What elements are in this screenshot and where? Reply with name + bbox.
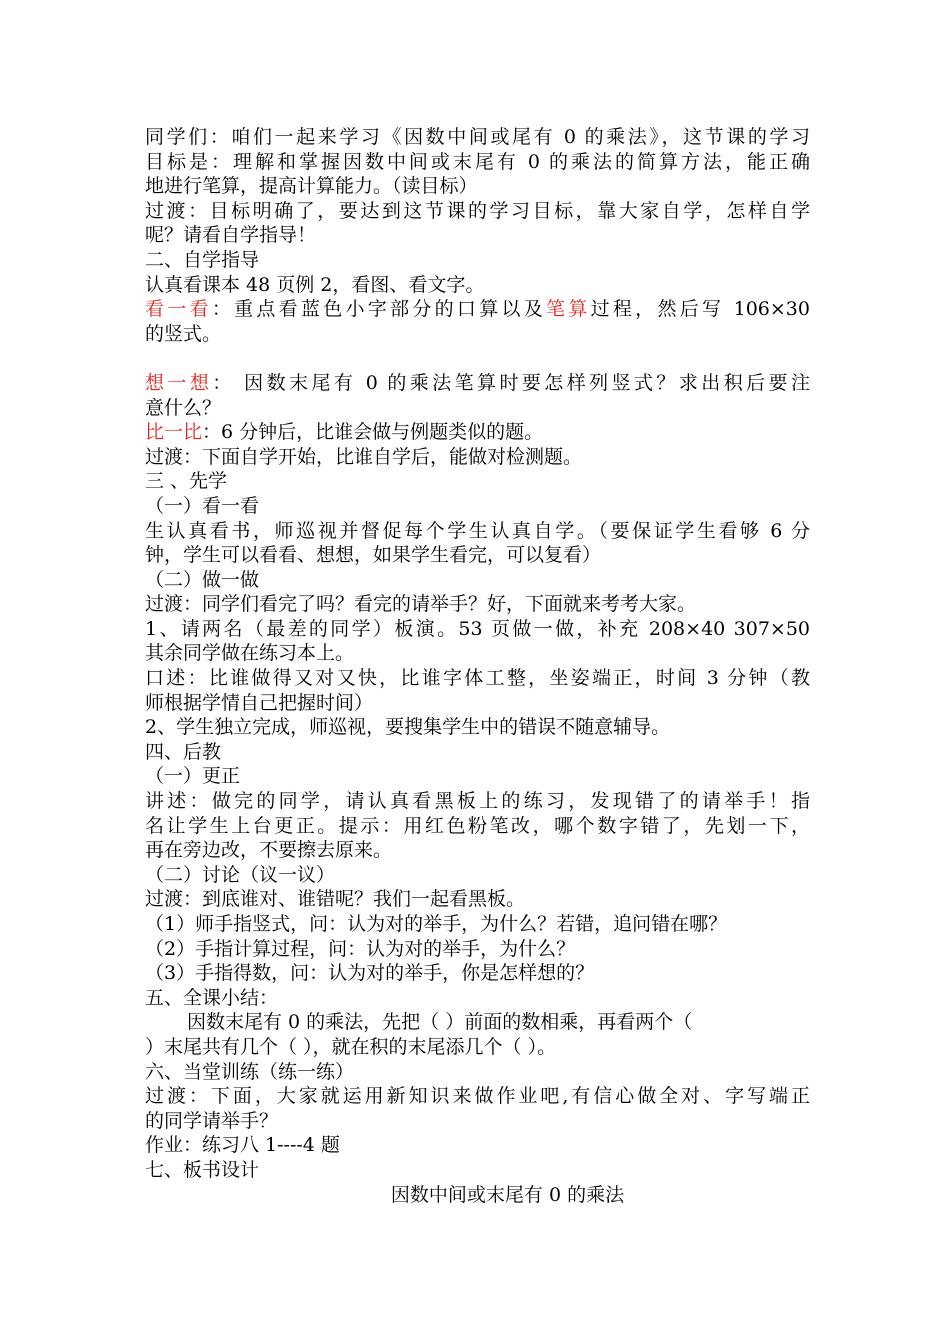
text-line: 地进行笔算，提高计算能力。（读目标） xyxy=(145,175,478,198)
blank-line xyxy=(145,346,810,371)
text-line: 再在旁边改，不要擦去原来。 xyxy=(145,839,393,862)
text-line: 过渡：下面，大家就运用新知识来做作业吧,有信心做全对、字写端正 xyxy=(145,1085,810,1108)
text-line: （1）师手指竖式，问：认为对的举手，为什么？若错，追问错在哪？ xyxy=(145,913,728,935)
kan-text-1: ：重点看蓝色小字部分的口算以及 xyxy=(211,298,547,321)
bi-yi-bi-label: 比一比 xyxy=(145,421,203,444)
lesson-plan-page xyxy=(145,125,810,1207)
sub-heading: （一）看一看 xyxy=(145,494,260,517)
text-line: （3）手指得数，问：认为对的举手，你是怎样想的？ xyxy=(145,962,595,985)
xiang-yi-xiang-label: 想一想 xyxy=(145,371,213,394)
text-line: 过渡：同学们看完了吗？看完的请举手？好，下面就来考考大家。 xyxy=(145,593,697,616)
text-line: 师根据学情自己把握时间） xyxy=(145,691,374,714)
xiang-yi-xiang-line xyxy=(145,371,810,396)
text-line: 其余同学做在练习本上。 xyxy=(145,642,355,665)
sub-heading: （一）更正 xyxy=(145,765,241,788)
text-line: （2）手指计算过程，问：认为对的举手，为什么？ xyxy=(145,937,576,960)
text-line: 2、学生独立完成，师巡视，要搜集学生中的错误不随意辅导。 xyxy=(145,716,671,739)
text-line: 的同学请举手？ xyxy=(145,1109,279,1132)
kan-text-2: 过程，然后写 106×30 xyxy=(590,298,810,321)
summary-line-2: ）末尾共有几个（ ），就在积的末尾添几个（ ）。 xyxy=(145,1035,557,1058)
summary-line-1: 因数末尾有 0 的乘法，先把（ ）前面的数相乘，再看两个（ xyxy=(187,1011,693,1034)
section-heading: 五、全课小结： xyxy=(145,986,279,1009)
text-line: 讲述：做完的同学，请认真看黑板上的练习，发现错了的请举手！指 xyxy=(145,790,810,813)
section-heading: 七、板书设计 xyxy=(145,1158,260,1181)
text-line: 认真看课本 48 页例 2，看图、看文字。 xyxy=(145,273,485,296)
text-line: 过渡：下面自学开始，比谁自学后，能做对检测题。 xyxy=(145,445,583,468)
sub-heading: （二）讨论（议一议） xyxy=(145,863,336,886)
section-heading: 三 、先学 xyxy=(145,470,228,493)
text-line: 目标是：理解和掌握因数中间或末尾有 0 的乘法的简算方法，能正确 xyxy=(145,150,810,173)
text-line: 过渡：目标明确了，要达到这节课的学习目标，靠大家自学，怎样自学 xyxy=(145,199,810,222)
text-line: 1、请两名（最差的同学）板演。53 页做一做，补充 208×40 307×50 xyxy=(145,617,810,640)
text-line: 口述：比谁做得又对又快，比谁字体工整，坐姿端正，时间 3 分钟（教 xyxy=(145,667,810,690)
bi-text: ：6 分钟后，比谁会做与例题类似的题。 xyxy=(202,421,544,444)
text-line: 钟，学生可以看看、想想，如果学生看完，可以复看） xyxy=(145,544,602,567)
xiang-text: ： 因数末尾有 0 的乘法笔算时要怎样列竖式？求出积后要注 xyxy=(212,371,810,394)
text-line: 作业：练习八 1----4 题 xyxy=(145,1134,340,1157)
kan-yi-kan-line xyxy=(145,297,810,322)
section-heading: 二、自学指导 xyxy=(145,248,260,271)
bi-yi-bi-line xyxy=(145,420,810,445)
text-line: 意什么？ xyxy=(145,396,222,419)
text-line: 呢？请看自学指导！ xyxy=(145,224,317,247)
sub-heading: （二）做一做 xyxy=(145,568,260,591)
board-design-title: 因数中间或末尾有 0 的乘法 xyxy=(390,1183,625,1206)
bisuan-highlight: 笔算 xyxy=(546,298,591,321)
text-line: 过渡：到底谁对、谁错呢？我们一起看黑板。 xyxy=(145,888,526,911)
section-heading: 六、当堂训练（练一练） xyxy=(145,1060,355,1083)
text-line: 名让学生上台更正。提示：用红色粉笔改，哪个数字错了，先划一下， xyxy=(145,814,810,837)
section-heading: 四、后教 xyxy=(145,740,222,763)
text-line: 同学们：咱们一起来学习《因数中间或尾有 0 的乘法》，这节课的学习 xyxy=(145,126,810,148)
text-line: 的竖式。 xyxy=(145,322,222,345)
kan-yi-kan-label: 看一看 xyxy=(145,298,212,321)
text-line: 生认真看书，师巡视并督促每个学生认真自学。（要保证学生看够 6 分 xyxy=(145,519,810,542)
